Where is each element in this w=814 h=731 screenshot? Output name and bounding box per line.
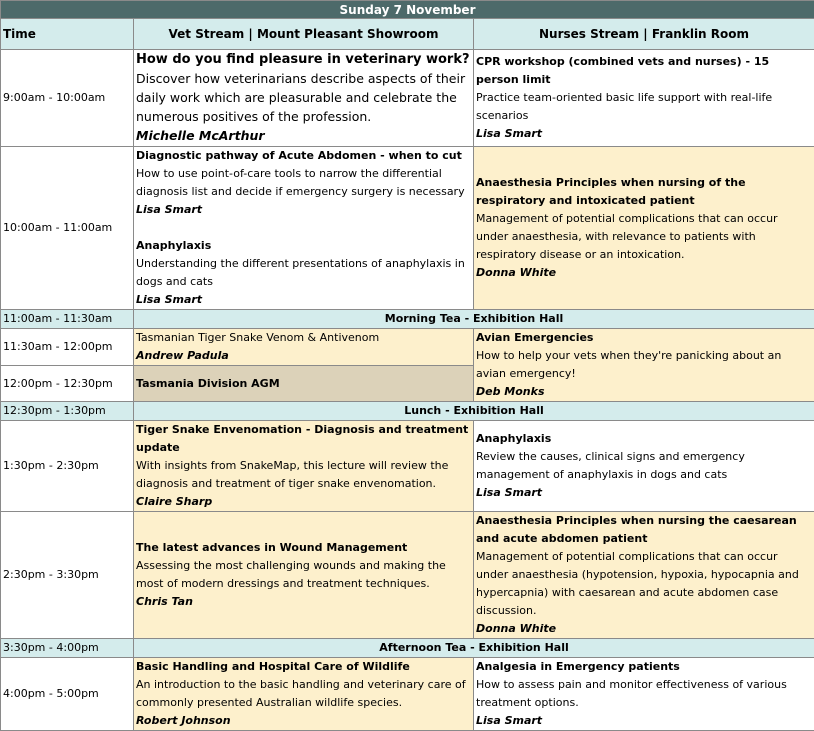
time-column-header: Time [1,19,134,50]
spacer [136,219,471,237]
nurse-session-cell [474,147,814,310]
session-speaker: Lisa Smart [476,125,812,143]
session-speaker: Lisa Smart [476,484,812,502]
table-row [1,512,814,639]
time-cell: 11:00am - 11:30am [1,310,134,329]
session-speaker: Andrew Padula [136,347,471,365]
session-description: Tasmanian Tiger Snake Venom & Antivenom [136,329,471,347]
time-cell: 11:30am - 12:00pm [1,329,134,366]
session-speaker: Deb Monks [476,383,812,401]
vet-stream-header: Vet Stream | Mount Pleasant Showroom [134,19,474,50]
vet-session-cell [134,50,474,147]
vet-session-cell [134,421,474,512]
time-cell: 4:00pm - 5:00pm [1,658,134,731]
session-title: Anaphylaxis [136,237,471,255]
session-title: The latest advances in Wound Management [136,539,471,557]
time-cell: 12:00pm - 12:30pm [1,366,134,402]
nurse-session-cell [474,50,814,147]
session-description: Practice team-oriented basic life support with real-life scenarios [476,89,812,125]
time-cell: 12:30pm - 1:30pm [1,402,134,421]
nurse-session-cell [474,329,814,402]
session-description: How to use point-of-care tools to narrow the differential diagnosis list and decide if emergency surgery is necessary [136,165,471,201]
session-description: Management of potential complications that can occur under anaesthesia (hypotension, hypoxia, hypocapnia and hypercapnia) with caesarean and acute abdomen case discussion. [476,548,812,620]
break-row [1,639,814,658]
table-row [1,147,814,310]
break-label: Afternoon Tea - Exhibition Hall [134,639,814,658]
table-row [1,329,814,366]
break-row [1,402,814,421]
session-title: How do you find pleasure in veterinary work? [136,51,471,69]
session-description: Understanding the different presentations of anaphylaxis in dogs and cats [136,255,471,291]
session-speaker: Claire Sharp [136,493,471,511]
nurse-session-cell [474,658,814,731]
session-description: With insights from SnakeMap, this lecture will review the diagnosis and treatment of tiger snake envenomation. [136,457,471,493]
session-title: Analgesia in Emergency patients [476,658,812,676]
session-description: How to help your vets when they're panicking about an avian emergency! [476,347,812,383]
session-speaker: Lisa Smart [476,712,812,730]
session-speaker: Donna White [476,264,812,282]
session-description: Assessing the most challenging wounds and making the most of modern dressings and treatment techniques. [136,557,471,593]
session-title: Diagnostic pathway of Acute Abdomen - when to cut [136,147,471,165]
session-title: Anaesthesia Principles when nursing the caesarean and acute abdomen patient [476,512,812,548]
table-row [1,658,814,731]
break-label: Lunch - Exhibition Hall [134,402,814,421]
day-title: Sunday 7 November [1,1,814,19]
table-row [1,50,814,147]
session-title: CPR workshop (combined vets and nurses) - 15 person limit [476,53,812,89]
session-title: Basic Handling and Hospital Care of Wildlife [136,658,471,676]
session-description: Review the causes, clinical signs and emergency management of anaphylaxis in dogs and cats [476,448,812,484]
session-description: An introduction to the basic handling and veterinary care of commonly presented Australian wildlife species. [136,676,471,712]
session-title: Avian Emergencies [476,329,812,347]
session-speaker: Michelle McArthur [136,126,471,145]
vet-session-cell [134,329,474,366]
session-description: Discover how veterinarians describe aspects of their daily work which are pleasurable and celebrate the numerous positives of the profession. [136,69,471,126]
time-cell: 2:30pm - 3:30pm [1,512,134,639]
vet-session-cell [134,658,474,731]
session-speaker: Donna White [476,620,812,638]
session-title: Tasmania Division AGM [136,375,471,393]
session-description: Management of potential complications that can occur under anaesthesia, with relevance to patients with respiratory disease or an intoxication. [476,210,812,264]
session-speaker: Lisa Smart [136,291,471,309]
session-speaker: Lisa Smart [136,201,471,219]
time-cell: 9:00am - 10:00am [1,50,134,147]
table-row [1,421,814,512]
day-header-row [1,1,814,19]
nurse-session-cell [474,421,814,512]
vet-session-cell [134,512,474,639]
session-speaker: Robert Johnson [136,712,471,730]
session-title: Tiger Snake Envenomation - Diagnosis and treatment update [136,421,471,457]
break-label: Morning Tea - Exhibition Hall [134,310,814,329]
vet-session-cell [134,147,474,310]
session-title: Anaphylaxis [476,430,812,448]
nurses-stream-header: Nurses Stream | Franklin Room [474,19,814,50]
column-header-row [1,19,814,50]
time-cell: 3:30pm - 4:00pm [1,639,134,658]
time-cell: 1:30pm - 2:30pm [1,421,134,512]
break-row [1,310,814,329]
session-speaker: Chris Tan [136,593,471,611]
time-cell: 10:00am - 11:00am [1,147,134,310]
session-description: How to assess pain and monitor effectiveness of various treatment options. [476,676,812,712]
vet-session-cell [134,366,474,402]
session-title: Anaesthesia Principles when nursing of the respiratory and intoxicated patient [476,174,812,210]
nurse-session-cell [474,512,814,639]
